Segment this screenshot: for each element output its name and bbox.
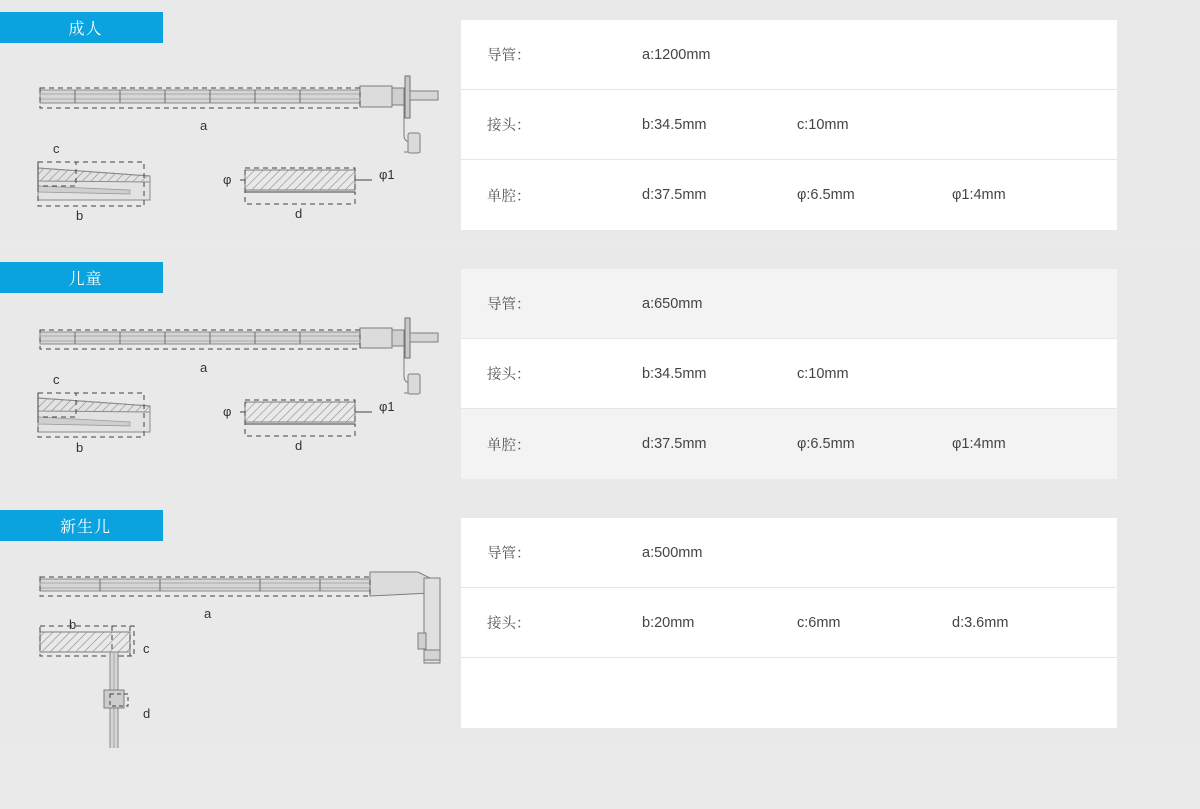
spec-row-value: b:34.5mm: [642, 365, 707, 382]
dim-label-d: d: [143, 706, 151, 721]
dim-label-a: a: [200, 118, 208, 133]
dim-label-c: c: [53, 141, 60, 156]
dim-label-d: d: [295, 206, 303, 221]
section-neonate: [0, 498, 1200, 748]
spec-row: [461, 90, 1117, 160]
spec-row-label: 单腔：: [487, 437, 531, 454]
dim-label-phi: φ: [223, 404, 232, 419]
spec-row-label: 单腔：: [487, 188, 531, 205]
section-adult: [0, 0, 1200, 245]
spec-row-value: b:20mm: [642, 614, 695, 631]
spec-row-value: d:37.5mm: [642, 436, 707, 452]
spec-row: [461, 518, 1117, 588]
spec-row-value: φ1:4mm: [952, 436, 1006, 452]
section-child: [0, 250, 1200, 495]
spec-row-label: 接头：: [487, 616, 531, 632]
spec-row: [461, 409, 1117, 479]
spec-row-label: 接头：: [487, 118, 531, 134]
spec-row-value: d:37.5mm: [642, 187, 707, 203]
dim-label-phi: φ: [223, 172, 232, 187]
section-tab-label: 成人: [68, 21, 103, 38]
section-tab-adult[interactable]: [0, 12, 163, 43]
spec-table-adult: [461, 20, 1117, 230]
spec-row-value: a:1200mm: [642, 46, 711, 63]
spec-row-label: 导管：: [487, 546, 531, 562]
spec-row: [461, 20, 1117, 90]
spec-row-value: φ:6.5mm: [797, 436, 855, 452]
dim-label-b: b: [69, 617, 77, 632]
dim-label-b: b: [76, 440, 84, 455]
spec-row: [461, 339, 1117, 409]
dim-label-d: d: [295, 438, 303, 453]
spec-row-label: 接头：: [487, 367, 531, 383]
spec-table-neonate: [461, 518, 1117, 728]
dim-label-a: a: [200, 360, 208, 375]
section-tab-child[interactable]: [0, 262, 163, 293]
dim-label-c: c: [53, 372, 60, 387]
spec-row-value: d:3.6mm: [952, 614, 1009, 631]
spec-row-value: c:6mm: [797, 614, 841, 631]
spec-row-value: φ1:4mm: [952, 187, 1006, 203]
spec-row: [461, 160, 1117, 230]
spec-row-value: b:34.5mm: [642, 116, 707, 133]
spec-row: [461, 588, 1117, 658]
spec-row-value: a:500mm: [642, 544, 703, 561]
spec-row-label: 导管：: [487, 297, 531, 313]
spec-row-label: 导管：: [487, 48, 531, 64]
dim-label-b: b: [76, 208, 84, 223]
spec-row-value: φ:6.5mm: [797, 187, 855, 203]
spec-row: [461, 269, 1117, 339]
spec-row: [461, 658, 1117, 728]
section-tab-label: 新生儿: [59, 519, 111, 536]
dim-label-phi1: φ1: [379, 399, 395, 414]
dim-label-c: c: [143, 641, 150, 656]
spec-row-value: c:10mm: [797, 365, 849, 382]
spec-row-value: a:650mm: [642, 295, 703, 312]
dim-label-phi1: φ1: [379, 167, 395, 182]
section-tab-label: 儿童: [68, 271, 103, 288]
spec-table-child: [461, 269, 1117, 479]
section-tab-neonate[interactable]: [0, 510, 163, 541]
spec-row-value: c:10mm: [797, 116, 849, 133]
dim-label-a: a: [204, 606, 212, 621]
